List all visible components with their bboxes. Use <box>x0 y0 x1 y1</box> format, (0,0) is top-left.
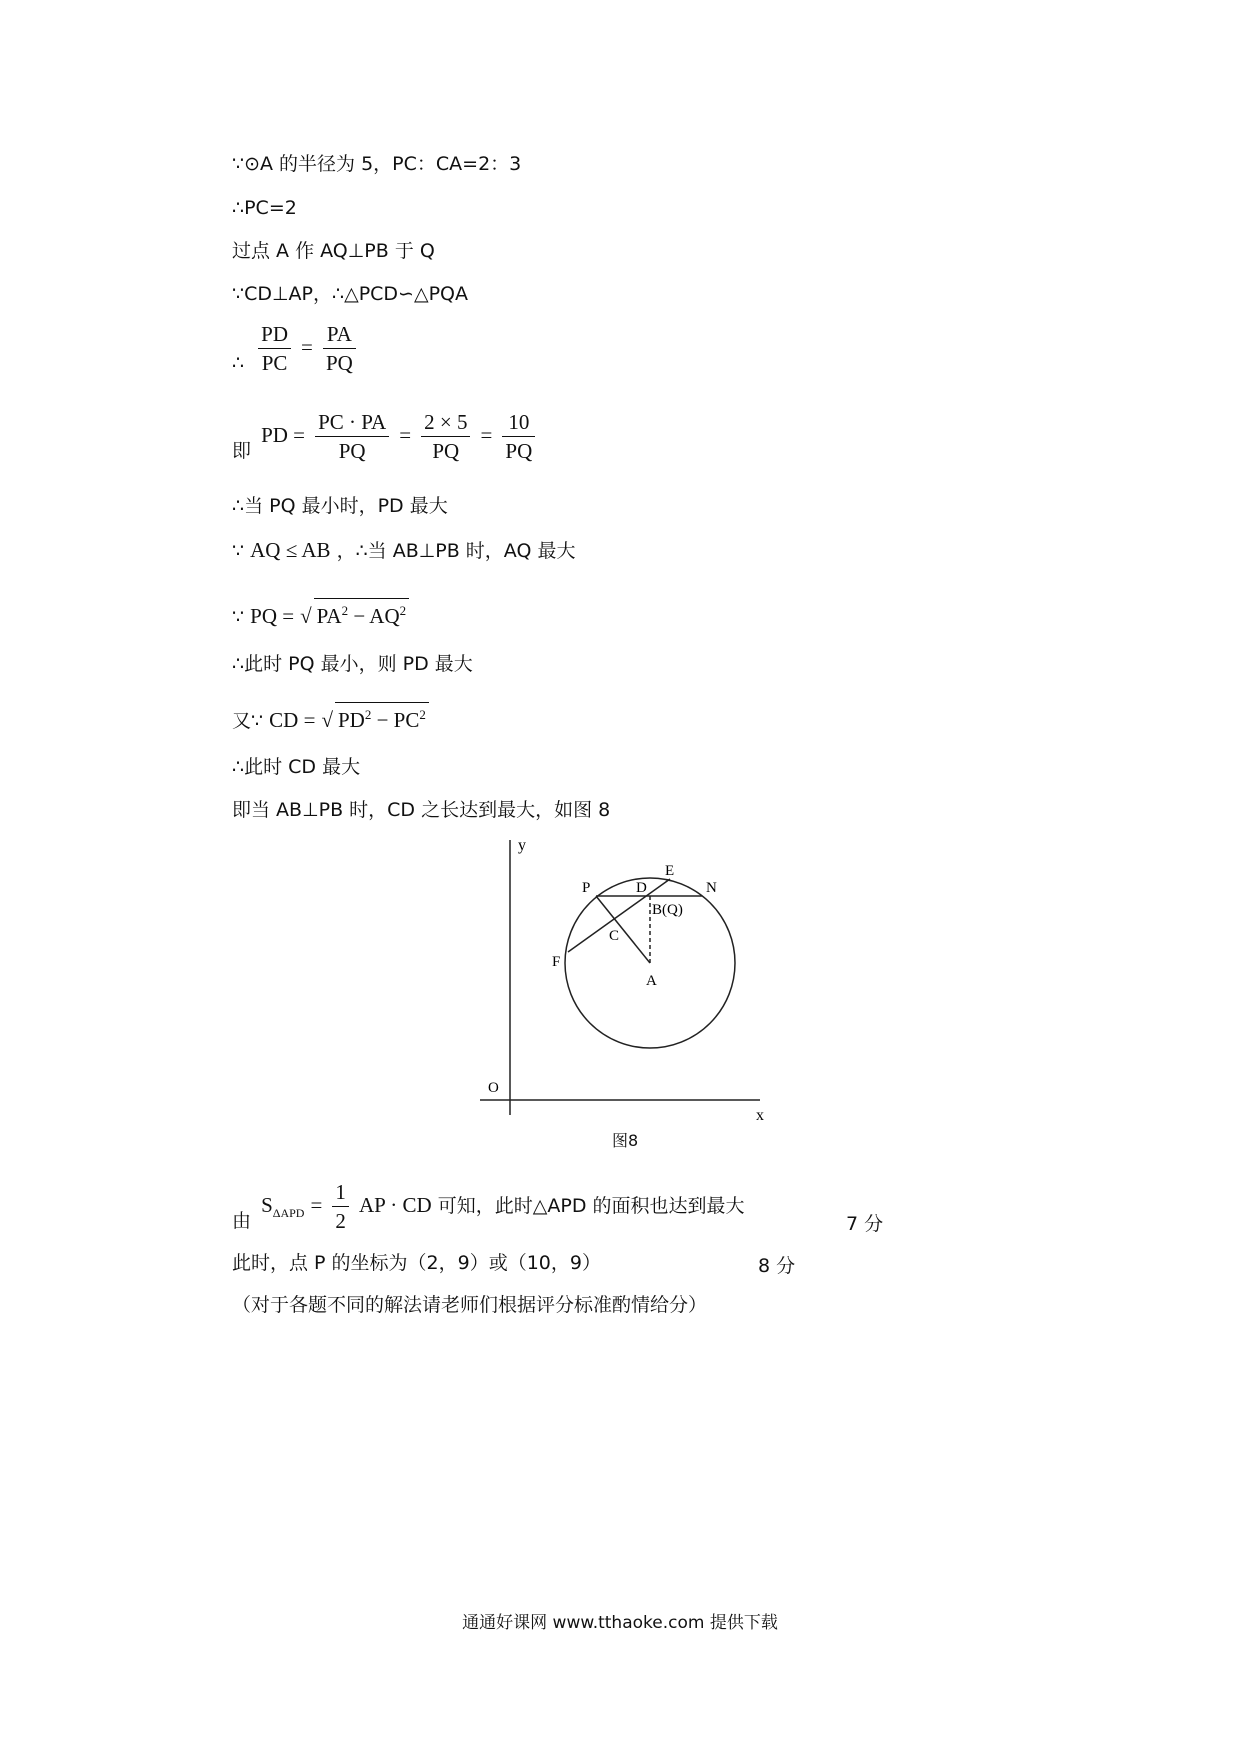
label-a: A <box>646 973 657 989</box>
numerator: 10 <box>502 410 535 437</box>
text-line: 过点 A 作 AQ⊥PB 于 Q <box>232 240 435 262</box>
figure-caption: 图8 <box>612 1131 639 1150</box>
segment-pa <box>596 896 650 963</box>
because-symbol: ∵ <box>232 540 245 562</box>
equation-pq <box>232 598 409 629</box>
equals: = <box>399 423 412 447</box>
denominator: 2 <box>335 1209 346 1233</box>
equals: = <box>480 423 493 447</box>
numerator: 1 <box>332 1180 349 1207</box>
fraction <box>502 410 535 463</box>
equation-lhs: CD = <box>269 708 316 732</box>
text-line: 此时，点 P 的坐标为（2，9）或（10，9） <box>232 1252 601 1274</box>
fraction <box>258 322 291 375</box>
footer: 通通好课网 www.tthaoke.com 提供下载 <box>462 1613 778 1633</box>
text-segment: ，∴当 AB⊥PB 时，AQ 最大 <box>336 540 576 562</box>
fraction <box>332 1180 349 1233</box>
text-line: ∴此时 PQ 最小，则 PD 最大 <box>232 653 473 675</box>
lead-word: 即 <box>232 440 252 462</box>
label-p: P <box>582 880 591 896</box>
because-symbol: ∵ <box>232 606 245 628</box>
fraction <box>315 410 389 463</box>
label-c: C <box>609 928 620 944</box>
equation-lhs: PD = <box>261 423 306 447</box>
text-line: ∵CD⊥AP，∴△PCD∽△PQA <box>232 283 468 305</box>
figure-8 <box>470 830 780 1130</box>
label-f: F <box>552 954 561 970</box>
text-line: 即当 AB⊥PB 时，CD 之长达到最大，如图 8 <box>232 799 611 821</box>
expression-tail: AP · CD <box>358 1193 432 1217</box>
radical-sign: √ <box>300 604 312 628</box>
therefore-symbol: ∴ <box>232 352 245 374</box>
label-n: N <box>706 880 717 896</box>
equals: = <box>310 1193 323 1217</box>
numerator: PC · PA <box>315 410 389 437</box>
numerator: PA <box>323 322 356 349</box>
denominator: PQ <box>505 439 533 463</box>
radicand: $PD^2 - PC^2$ <box>335 702 429 732</box>
denominator: PC <box>261 351 288 375</box>
lead-word: 由 <box>232 1210 252 1232</box>
because-symbol: 又∵ <box>232 710 264 732</box>
text-line: （对于各题不同的解法请老师们根据评分标准酌情给分） <box>232 1294 708 1316</box>
equation-pd <box>232 410 539 463</box>
text-line <box>232 538 575 563</box>
label-e: E <box>665 863 675 879</box>
text-line: ∴PC=2 <box>232 197 297 219</box>
denominator: PQ <box>432 439 460 463</box>
numerator: PD <box>258 322 291 349</box>
radical-sign: √ <box>321 708 333 732</box>
text-line: ∴此时 CD 最大 <box>232 756 361 778</box>
fraction <box>421 410 470 463</box>
text-line: ∴当 PQ 最小时，PD 最大 <box>232 495 448 517</box>
score-7: 7 分 <box>846 1213 884 1235</box>
label-d: D <box>636 880 647 896</box>
denominator: PQ <box>338 439 366 463</box>
label-x: x <box>756 1107 764 1124</box>
label-y: y <box>518 837 526 854</box>
text-line: ∵⊙A 的半径为 5，PC：CA=2：3 <box>232 153 522 175</box>
equation-ratio <box>232 322 360 375</box>
area-symbol: $S_{\Delta APD}$ <box>261 1193 305 1221</box>
score-8: 8 分 <box>758 1255 796 1277</box>
equation-lhs: PQ = <box>250 604 295 628</box>
radicand: $PA^2 - AQ^2$ <box>314 598 409 628</box>
label-o: O <box>488 1080 499 1096</box>
label-b: B(Q) <box>652 902 683 918</box>
denominator: PQ <box>325 351 353 375</box>
text-segment: 可知，此时△APD 的面积也达到最大 <box>437 1195 745 1217</box>
inequality: AQ ≤ AB <box>250 538 331 562</box>
numerator: 2 × 5 <box>421 410 470 437</box>
fraction <box>323 322 356 375</box>
equals: = <box>301 335 313 359</box>
equation-cd <box>232 702 429 733</box>
equation-area <box>232 1180 745 1233</box>
